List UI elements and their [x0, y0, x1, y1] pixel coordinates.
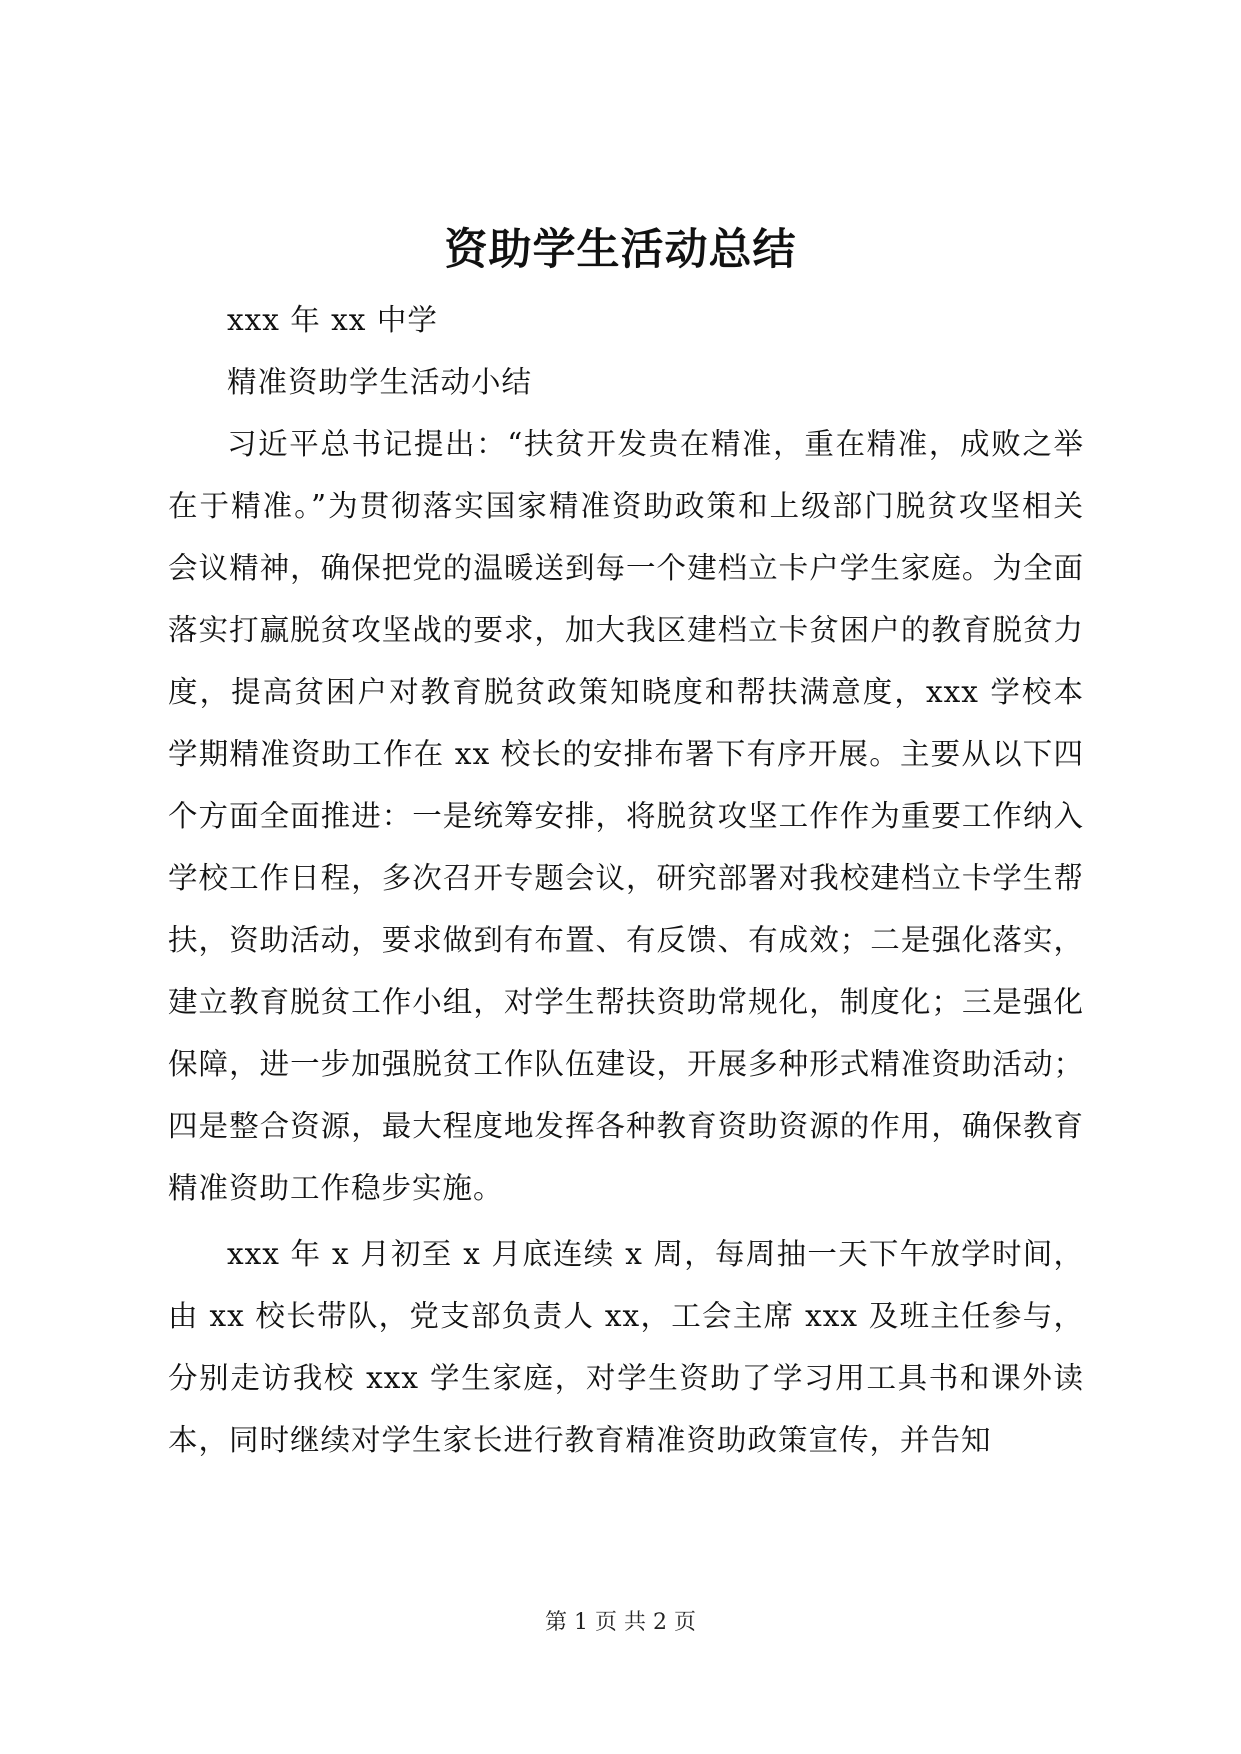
body-paragraph-visits: xxx 年 x 月初至 x 月底连续 x 周，每周抽一天下午放学时间，由 xx 校长带队，党支部负责人 xx，工会主席 xxx 及班主任参与，分别走访我校 xxx 学生家庭，对学生资助了学习用工具书和课外读本，同时继续对学生家长进行教育精准资助政策宣传，并告知 [168, 1237, 1084, 1457]
body-paragraph-school: xxx 年 xx 中学 [227, 303, 438, 337]
document-title: 资助学生活动总结 [444, 225, 797, 275]
page-footer: 第 1 页 共 2 页 [545, 1610, 696, 1635]
body-paragraph-subtitle: 精准资助学生活动小结 [227, 365, 533, 399]
document-body [168, 289, 1084, 1471]
body-paragraph-main: 习近平总书记提出：“扶贫开发贵在精准，重在精准，成败之举在于精准。”为贯彻落实国家精准资助政策和上级部门脱贫攻坚相关会议精神，确保把党的温暖送到每一个建档立卡户学生家庭。为全面落实打赢脱贫攻坚战的要求，加大我区建档立卡贫困户的教育脱贫力度，提高贫困户对教育脱贫政策知晓度和帮扶满意度，xxx 学校本学期精准资助工作在 xx 校长的安排布署下有序开展。主要从以下四个方面全面推进：一是统筹安排，将脱贫攻坚工作作为重要工作纳入学校工作日程，多次召开专题会议，研究部署对我校建档立卡学生帮扶，资助活动，要求做到有布置、有反馈、有成效；二是强化落实，建立教育脱贫工作小组，对学生帮扶资助常规化，制度化；三是强化保障，进一步加强脱贫工作队伍建设，开展多种形式精准资助活动；四是整合资源，最大程度地发挥各种教育资助资源的作用，确保教育精准资助工作稳步实施。 [168, 427, 1084, 1205]
